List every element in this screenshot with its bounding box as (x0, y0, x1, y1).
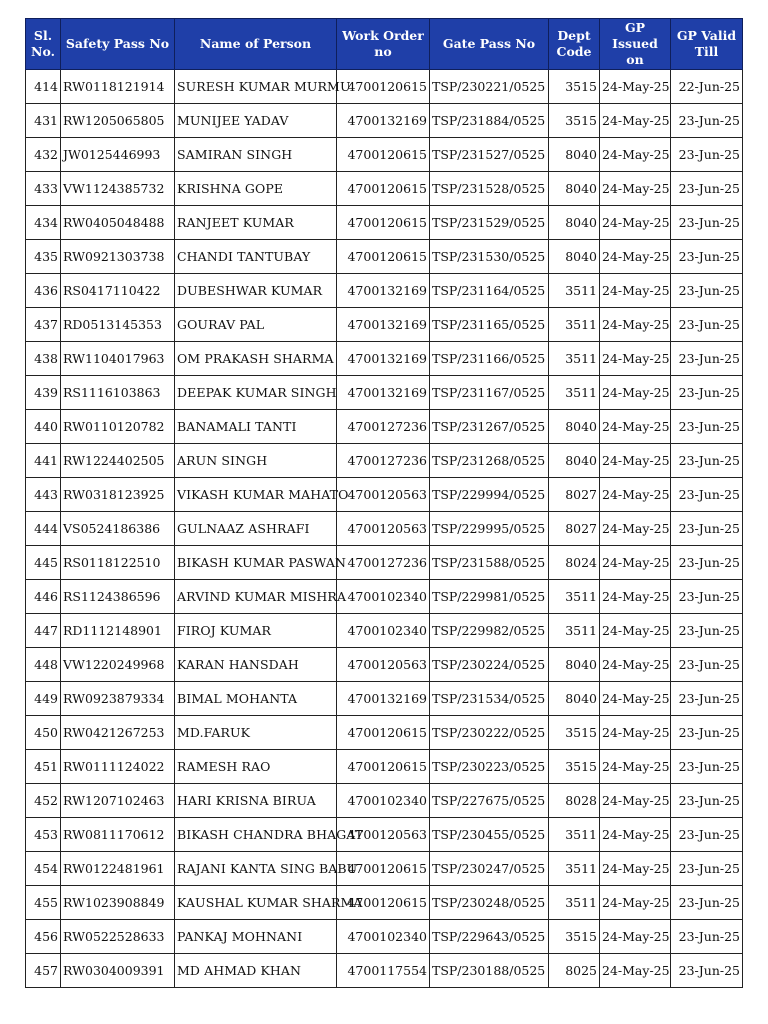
cell-gp-valid-till: 23-Jun-25 (671, 580, 743, 614)
cell-name-of-person: VIKASH KUMAR MAHATO (175, 478, 337, 512)
cell-safety-pass-no: RS0118122510 (61, 546, 175, 580)
cell-gate-pass-no: TSP/231164/0525 (430, 274, 549, 308)
cell-gp-issued-on: 24-May-25 (600, 886, 671, 920)
cell-gp-issued-on: 24-May-25 (600, 342, 671, 376)
cell-gp-valid-till: 23-Jun-25 (671, 512, 743, 546)
header-row (26, 19, 743, 70)
cell-name-of-person: ARVIND KUMAR MISHRA (175, 580, 337, 614)
cell-gp-issued-on: 24-May-25 (600, 104, 671, 138)
cell-safety-pass-no: RW0111124022 (61, 750, 175, 784)
cell-work-order-no: 4700120615 (337, 886, 430, 920)
cell-dept-code: 3515 (549, 70, 600, 104)
cell-dept-code: 8040 (549, 172, 600, 206)
table-row (26, 342, 743, 376)
cell-gp-issued-on: 24-May-25 (600, 682, 671, 716)
cell-sl-no: 432 (26, 138, 61, 172)
table-row (26, 274, 743, 308)
cell-dept-code: 3511 (549, 342, 600, 376)
cell-safety-pass-no: RW0811170612 (61, 818, 175, 852)
cell-name-of-person: MD.FARUK (175, 716, 337, 750)
cell-name-of-person: PANKAJ MOHNANI (175, 920, 337, 954)
cell-gp-valid-till: 23-Jun-25 (671, 716, 743, 750)
cell-gate-pass-no: TSP/230455/0525 (430, 818, 549, 852)
cell-gp-issued-on: 24-May-25 (600, 410, 671, 444)
cell-gp-issued-on: 24-May-25 (600, 920, 671, 954)
cell-gate-pass-no: TSP/229994/0525 (430, 478, 549, 512)
cell-dept-code: 3511 (549, 580, 600, 614)
cell-safety-pass-no: RW0921303738 (61, 240, 175, 274)
cell-gp-valid-till: 23-Jun-25 (671, 852, 743, 886)
cell-safety-pass-no: RW0923879334 (61, 682, 175, 716)
cell-name-of-person: DEEPAK KUMAR SINGH (175, 376, 337, 410)
cell-sl-no: 441 (26, 444, 61, 478)
cell-gp-issued-on: 24-May-25 (600, 206, 671, 240)
cell-gp-issued-on: 24-May-25 (600, 580, 671, 614)
cell-gate-pass-no: TSP/230248/0525 (430, 886, 549, 920)
cell-dept-code: 8040 (549, 444, 600, 478)
cell-gate-pass-no: TSP/231529/0525 (430, 206, 549, 240)
cell-gp-valid-till: 23-Jun-25 (671, 308, 743, 342)
cell-sl-no: 452 (26, 784, 61, 818)
table-row (26, 206, 743, 240)
cell-gp-issued-on: 24-May-25 (600, 240, 671, 274)
cell-gp-valid-till: 23-Jun-25 (671, 376, 743, 410)
cell-work-order-no: 4700120563 (337, 478, 430, 512)
cell-dept-code: 3511 (549, 308, 600, 342)
table-row (26, 716, 743, 750)
cell-work-order-no: 4700120563 (337, 512, 430, 546)
cell-dept-code: 8040 (549, 682, 600, 716)
cell-safety-pass-no: RW0110120782 (61, 410, 175, 444)
cell-sl-no: 445 (26, 546, 61, 580)
table-header (26, 19, 743, 70)
cell-dept-code: 8027 (549, 512, 600, 546)
cell-gate-pass-no: TSP/230247/0525 (430, 852, 549, 886)
cell-work-order-no: 4700120563 (337, 818, 430, 852)
cell-name-of-person: GOURAV PAL (175, 308, 337, 342)
cell-gp-issued-on: 24-May-25 (600, 444, 671, 478)
header-sl-no: Sl. No. (26, 19, 61, 70)
cell-gate-pass-no: TSP/229995/0525 (430, 512, 549, 546)
cell-gp-issued-on: 24-May-25 (600, 274, 671, 308)
cell-gate-pass-no: TSP/231534/0525 (430, 682, 549, 716)
cell-gp-valid-till: 23-Jun-25 (671, 886, 743, 920)
cell-work-order-no: 4700127236 (337, 546, 430, 580)
cell-gp-issued-on: 24-May-25 (600, 750, 671, 784)
cell-gate-pass-no: TSP/231167/0525 (430, 376, 549, 410)
header-safety-pass-no: Safety Pass No (61, 19, 175, 70)
cell-gp-valid-till: 23-Jun-25 (671, 104, 743, 138)
header-name-of-person: Name of Person (175, 19, 337, 70)
cell-safety-pass-no: RW1224402505 (61, 444, 175, 478)
cell-gate-pass-no: TSP/229981/0525 (430, 580, 549, 614)
cell-sl-no: 455 (26, 886, 61, 920)
cell-gate-pass-no: TSP/231267/0525 (430, 410, 549, 444)
cell-gate-pass-no: TSP/231528/0525 (430, 172, 549, 206)
cell-gp-valid-till: 22-Jun-25 (671, 70, 743, 104)
cell-work-order-no: 4700102340 (337, 580, 430, 614)
cell-gate-pass-no: TSP/229643/0525 (430, 920, 549, 954)
cell-safety-pass-no: RS0417110422 (61, 274, 175, 308)
cell-gp-issued-on: 24-May-25 (600, 852, 671, 886)
cell-work-order-no: 4700132169 (337, 682, 430, 716)
cell-dept-code: 8040 (549, 138, 600, 172)
cell-safety-pass-no: RS1124386596 (61, 580, 175, 614)
cell-name-of-person: RAJANI KANTA SING BABU (175, 852, 337, 886)
cell-work-order-no: 4700102340 (337, 784, 430, 818)
cell-sl-no: 433 (26, 172, 61, 206)
cell-gate-pass-no: TSP/229982/0525 (430, 614, 549, 648)
cell-work-order-no: 4700120615 (337, 240, 430, 274)
cell-dept-code: 3511 (549, 886, 600, 920)
cell-gp-valid-till: 23-Jun-25 (671, 784, 743, 818)
cell-gate-pass-no: TSP/231268/0525 (430, 444, 549, 478)
cell-gp-issued-on: 24-May-25 (600, 648, 671, 682)
header-work-order-no: Work Order no (337, 19, 430, 70)
cell-work-order-no: 4700120615 (337, 138, 430, 172)
cell-sl-no: 449 (26, 682, 61, 716)
cell-name-of-person: RANJEET KUMAR (175, 206, 337, 240)
cell-sl-no: 454 (26, 852, 61, 886)
table-row (26, 886, 743, 920)
cell-name-of-person: SAMIRAN SINGH (175, 138, 337, 172)
cell-name-of-person: DUBESHWAR KUMAR (175, 274, 337, 308)
cell-work-order-no: 4700102340 (337, 920, 430, 954)
table-row (26, 614, 743, 648)
cell-safety-pass-no: RW1023908849 (61, 886, 175, 920)
cell-gate-pass-no: TSP/231884/0525 (430, 104, 549, 138)
cell-gp-issued-on: 24-May-25 (600, 138, 671, 172)
cell-safety-pass-no: VW1220249968 (61, 648, 175, 682)
cell-work-order-no: 4700120615 (337, 206, 430, 240)
header-dept-code: Dept Code (549, 19, 600, 70)
cell-work-order-no: 4700127236 (337, 410, 430, 444)
cell-work-order-no: 4700132169 (337, 342, 430, 376)
cell-dept-code: 3515 (549, 716, 600, 750)
cell-dept-code: 3515 (549, 750, 600, 784)
cell-safety-pass-no: RW1207102463 (61, 784, 175, 818)
cell-gp-valid-till: 23-Jun-25 (671, 444, 743, 478)
cell-name-of-person: FIROJ KUMAR (175, 614, 337, 648)
cell-sl-no: 414 (26, 70, 61, 104)
cell-gp-valid-till: 23-Jun-25 (671, 818, 743, 852)
cell-gp-valid-till: 23-Jun-25 (671, 138, 743, 172)
cell-name-of-person: BANAMALI TANTI (175, 410, 337, 444)
cell-safety-pass-no: RS1116103863 (61, 376, 175, 410)
table-row (26, 580, 743, 614)
cell-name-of-person: ARUN SINGH (175, 444, 337, 478)
cell-gp-valid-till: 23-Jun-25 (671, 478, 743, 512)
cell-name-of-person: SURESH KUMAR MURMU (175, 70, 337, 104)
cell-gp-valid-till: 23-Jun-25 (671, 954, 743, 988)
table-row (26, 648, 743, 682)
table-row (26, 410, 743, 444)
cell-name-of-person: BIMAL MOHANTA (175, 682, 337, 716)
cell-safety-pass-no: RW0405048488 (61, 206, 175, 240)
gate-pass-table (25, 18, 743, 988)
cell-name-of-person: BIKASH CHANDRA BHAGAT (175, 818, 337, 852)
table-row (26, 852, 743, 886)
cell-dept-code: 8040 (549, 240, 600, 274)
cell-name-of-person: BIKASH KUMAR PASWAN (175, 546, 337, 580)
cell-sl-no: 456 (26, 920, 61, 954)
cell-gp-issued-on: 24-May-25 (600, 614, 671, 648)
cell-gate-pass-no: TSP/230221/0525 (430, 70, 549, 104)
table-row (26, 954, 743, 988)
cell-gp-issued-on: 24-May-25 (600, 546, 671, 580)
cell-safety-pass-no: RD1112148901 (61, 614, 175, 648)
table-row (26, 920, 743, 954)
table-row (26, 308, 743, 342)
cell-sl-no: 437 (26, 308, 61, 342)
cell-work-order-no: 4700120615 (337, 172, 430, 206)
cell-sl-no: 436 (26, 274, 61, 308)
table-row (26, 104, 743, 138)
cell-work-order-no: 4700132169 (337, 376, 430, 410)
cell-gp-valid-till: 23-Jun-25 (671, 410, 743, 444)
cell-sl-no: 447 (26, 614, 61, 648)
cell-sl-no: 450 (26, 716, 61, 750)
table-row (26, 682, 743, 716)
table-row (26, 172, 743, 206)
cell-safety-pass-no: RW0522528633 (61, 920, 175, 954)
table-row (26, 444, 743, 478)
cell-dept-code: 3515 (549, 920, 600, 954)
cell-gate-pass-no: TSP/230188/0525 (430, 954, 549, 988)
cell-safety-pass-no: VW1124385732 (61, 172, 175, 206)
cell-gate-pass-no: TSP/231588/0525 (430, 546, 549, 580)
header-gp-valid-till: GP Valid Till (671, 19, 743, 70)
cell-work-order-no: 4700120615 (337, 70, 430, 104)
cell-work-order-no: 4700120615 (337, 750, 430, 784)
table-row (26, 784, 743, 818)
cell-name-of-person: HARI KRISNA BIRUA (175, 784, 337, 818)
cell-safety-pass-no: RW0304009391 (61, 954, 175, 988)
cell-gp-issued-on: 24-May-25 (600, 376, 671, 410)
cell-dept-code: 8025 (549, 954, 600, 988)
cell-gp-issued-on: 24-May-25 (600, 478, 671, 512)
cell-gp-valid-till: 23-Jun-25 (671, 750, 743, 784)
cell-gate-pass-no: TSP/231165/0525 (430, 308, 549, 342)
cell-gp-issued-on: 24-May-25 (600, 716, 671, 750)
cell-work-order-no: 4700132169 (337, 104, 430, 138)
cell-dept-code: 3511 (549, 376, 600, 410)
cell-gp-valid-till: 23-Jun-25 (671, 614, 743, 648)
cell-gate-pass-no: TSP/227675/0525 (430, 784, 549, 818)
cell-sl-no: 443 (26, 478, 61, 512)
cell-dept-code: 3511 (549, 852, 600, 886)
table-row (26, 750, 743, 784)
cell-gp-valid-till: 23-Jun-25 (671, 240, 743, 274)
cell-sl-no: 446 (26, 580, 61, 614)
cell-safety-pass-no: RW1104017963 (61, 342, 175, 376)
cell-gp-valid-till: 23-Jun-25 (671, 342, 743, 376)
cell-dept-code: 8040 (549, 206, 600, 240)
cell-work-order-no: 4700127236 (337, 444, 430, 478)
cell-dept-code: 3511 (549, 614, 600, 648)
header-gp-issued-on: GP Issued on (600, 19, 671, 70)
cell-name-of-person: RAMESH RAO (175, 750, 337, 784)
table-row (26, 70, 743, 104)
cell-work-order-no: 4700132169 (337, 308, 430, 342)
cell-safety-pass-no: RW0122481961 (61, 852, 175, 886)
table-row (26, 512, 743, 546)
cell-work-order-no: 4700120615 (337, 852, 430, 886)
table-row (26, 138, 743, 172)
cell-safety-pass-no: RW0118121914 (61, 70, 175, 104)
cell-work-order-no: 4700132169 (337, 274, 430, 308)
cell-gp-valid-till: 23-Jun-25 (671, 206, 743, 240)
table-row (26, 546, 743, 580)
cell-sl-no: 444 (26, 512, 61, 546)
cell-name-of-person: OM PRAKASH SHARMA (175, 342, 337, 376)
cell-sl-no: 440 (26, 410, 61, 444)
cell-name-of-person: MD AHMAD KHAN (175, 954, 337, 988)
cell-dept-code: 8024 (549, 546, 600, 580)
cell-gate-pass-no: TSP/231527/0525 (430, 138, 549, 172)
cell-gp-issued-on: 24-May-25 (600, 784, 671, 818)
cell-safety-pass-no: RW0318123925 (61, 478, 175, 512)
cell-gate-pass-no: TSP/230224/0525 (430, 648, 549, 682)
cell-gp-issued-on: 24-May-25 (600, 70, 671, 104)
cell-name-of-person: CHANDI TANTUBAY (175, 240, 337, 274)
table-body (26, 70, 743, 988)
cell-gp-issued-on: 24-May-25 (600, 954, 671, 988)
table-row (26, 240, 743, 274)
cell-sl-no: 435 (26, 240, 61, 274)
cell-sl-no: 431 (26, 104, 61, 138)
cell-sl-no: 457 (26, 954, 61, 988)
cell-dept-code: 3511 (549, 818, 600, 852)
cell-sl-no: 438 (26, 342, 61, 376)
cell-gp-valid-till: 23-Jun-25 (671, 172, 743, 206)
cell-gp-valid-till: 23-Jun-25 (671, 274, 743, 308)
cell-name-of-person: KRISHNA GOPE (175, 172, 337, 206)
cell-sl-no: 451 (26, 750, 61, 784)
cell-name-of-person: KARAN HANSDAH (175, 648, 337, 682)
cell-dept-code: 8040 (549, 648, 600, 682)
cell-work-order-no: 4700102340 (337, 614, 430, 648)
cell-gp-valid-till: 23-Jun-25 (671, 920, 743, 954)
cell-safety-pass-no: RW1205065805 (61, 104, 175, 138)
table-row (26, 818, 743, 852)
cell-gate-pass-no: TSP/231166/0525 (430, 342, 549, 376)
cell-dept-code: 8027 (549, 478, 600, 512)
cell-dept-code: 8040 (549, 410, 600, 444)
cell-gate-pass-no: TSP/231530/0525 (430, 240, 549, 274)
cell-safety-pass-no: RW0421267253 (61, 716, 175, 750)
table-row (26, 478, 743, 512)
cell-gate-pass-no: TSP/230223/0525 (430, 750, 549, 784)
cell-sl-no: 434 (26, 206, 61, 240)
cell-name-of-person: MUNIJEE YADAV (175, 104, 337, 138)
cell-work-order-no: 4700120615 (337, 716, 430, 750)
cell-dept-code: 3511 (549, 274, 600, 308)
cell-gp-valid-till: 23-Jun-25 (671, 682, 743, 716)
cell-gp-issued-on: 24-May-25 (600, 818, 671, 852)
cell-sl-no: 439 (26, 376, 61, 410)
cell-sl-no: 453 (26, 818, 61, 852)
cell-gp-issued-on: 24-May-25 (600, 308, 671, 342)
cell-dept-code: 8028 (549, 784, 600, 818)
cell-name-of-person: KAUSHAL KUMAR SHARMA (175, 886, 337, 920)
cell-work-order-no: 4700120563 (337, 648, 430, 682)
header-gate-pass-no: Gate Pass No (430, 19, 549, 70)
cell-safety-pass-no: JW0125446993 (61, 138, 175, 172)
cell-safety-pass-no: RD0513145353 (61, 308, 175, 342)
cell-gp-issued-on: 24-May-25 (600, 172, 671, 206)
cell-name-of-person: GULNAAZ ASHRAFI (175, 512, 337, 546)
cell-gp-valid-till: 23-Jun-25 (671, 546, 743, 580)
cell-safety-pass-no: VS0524186386 (61, 512, 175, 546)
cell-work-order-no: 4700117554 (337, 954, 430, 988)
table-row (26, 376, 743, 410)
cell-sl-no: 448 (26, 648, 61, 682)
cell-gp-issued-on: 24-May-25 (600, 512, 671, 546)
cell-dept-code: 3515 (549, 104, 600, 138)
cell-gp-valid-till: 23-Jun-25 (671, 648, 743, 682)
cell-gate-pass-no: TSP/230222/0525 (430, 716, 549, 750)
